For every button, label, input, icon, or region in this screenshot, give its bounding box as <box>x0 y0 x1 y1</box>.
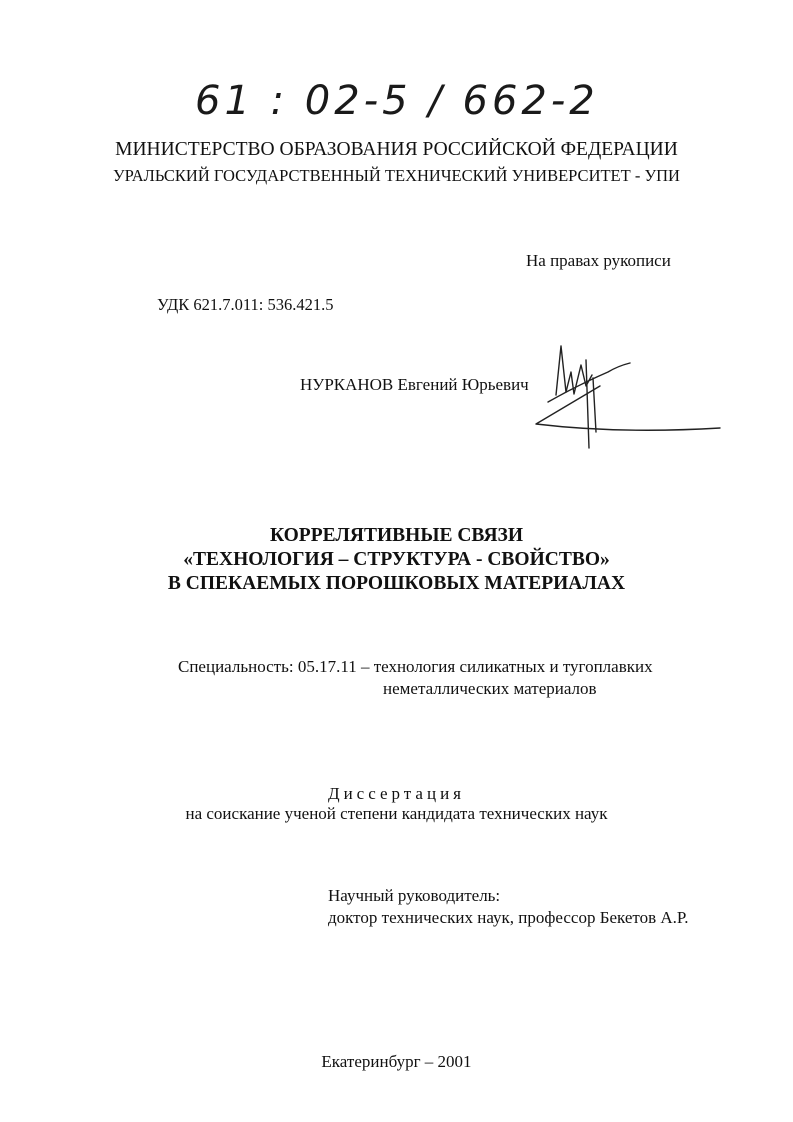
thesis-title-line-3: В СПЕКАЕМЫХ ПОРОШКОВЫХ МАТЕРИАЛАХ <box>167 573 626 594</box>
dissertation-degree: на соискание ученой степени кандидата технических наук <box>185 804 608 823</box>
author-name: НУРКАНОВ Евгений Юрьевич <box>300 375 529 394</box>
university-heading: УРАЛЬСКИЙ ГОСУДАРСТВЕННЫЙ ТЕХНИЧЕСКИЙ УНИВЕРСИТЕТ - УПИ <box>113 166 680 185</box>
handwritten-archive-number: 61 : 02-5 / 662-2 <box>195 78 599 124</box>
specialty-line-2: неметаллических материалов <box>383 679 597 698</box>
supervisor-name: доктор технических наук, профессор Бекетов А.Р. <box>328 908 689 927</box>
rights-note: На правах рукописи <box>526 251 671 270</box>
supervisor-label: Научный руководитель: <box>328 886 501 905</box>
thesis-title-line-2: «ТЕХНОЛОГИЯ – СТРУКТУРА - СВОЙСТВО» <box>183 549 610 570</box>
city-year: Екатеринбург – 2001 <box>321 1052 472 1071</box>
dissertation-heading: Диссертация <box>327 784 465 803</box>
specialty-line-1: Специальность: 05.17.11 – технология силикатных и тугоплавких <box>178 657 653 676</box>
ministry-heading: МИНИСТЕРСТВО ОБРАЗОВАНИЯ РОССИЙСКОЙ ФЕДЕРАЦИИ <box>115 139 678 160</box>
udk-code: УДК 621.7.011: 536.421.5 <box>157 295 334 314</box>
thesis-title-line-1: КОРРЕЛЯТИВНЫЕ СВЯЗИ <box>269 525 524 546</box>
